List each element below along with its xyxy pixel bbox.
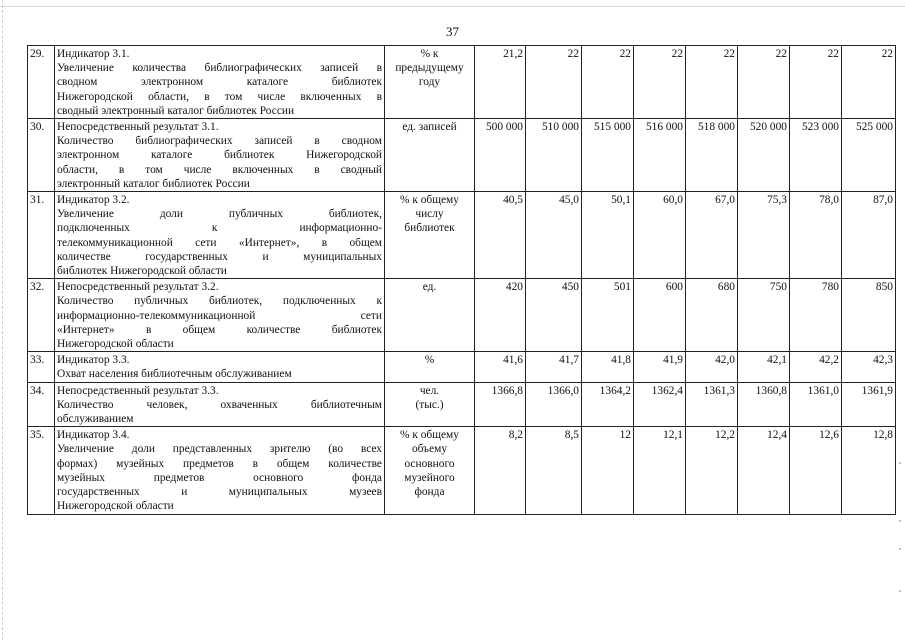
value-cell: 515 000 (582, 119, 634, 192)
row-number: 33. (28, 352, 55, 382)
indicator-text-line: Количество человек, охваченных библиотечным (57, 398, 382, 411)
value-cell: 22 (686, 46, 738, 119)
indicator-title: Индикатор 3.1. (57, 48, 130, 60)
unit-line: чел. (419, 384, 440, 397)
value-cell: 1360,8 (738, 382, 790, 427)
row-number: 29. (28, 46, 55, 119)
unit-line: % к общему (400, 429, 459, 442)
value-cell: 41,6 (475, 352, 526, 382)
scan-artifact-dot (899, 520, 901, 522)
indicator-text-line: области, в том числе включенных в сводный (57, 163, 382, 176)
value-cell: 850 (842, 279, 896, 352)
value-cell: 1362,4 (634, 382, 686, 427)
indicator-text-line: Увеличение доли публичных библиотек, (57, 208, 382, 221)
value-cell: 22 (842, 46, 896, 119)
scan-artifact-dot (899, 462, 901, 464)
unit-line: % (424, 354, 435, 367)
scan-artifact-dot (899, 548, 901, 550)
indicator-text-line: Нижегородской области, в том числе включенных в (57, 90, 382, 103)
unit-line: ед. записей (402, 121, 457, 134)
value-cell: 500 000 (475, 119, 526, 192)
value-cell: 22 (582, 46, 634, 119)
unit-of-measure (385, 119, 475, 192)
indicator-title: Непосредственный результат 3.3. (57, 384, 219, 397)
indicator-text-line: государственных и муниципальных музеев (57, 486, 382, 499)
indicator-description (55, 192, 385, 279)
value-cell: 450 (526, 279, 582, 352)
unit-of-measure (385, 279, 475, 352)
indicator-text-line: Увеличение доли представленных зрителю (во всех (57, 443, 382, 456)
value-cell: 1361,3 (686, 382, 738, 427)
value-cell: 8,2 (475, 427, 526, 514)
table-row (28, 279, 896, 352)
indicator-text-line: телекоммуникационной сети «Интернет», в общем (57, 236, 382, 249)
unit-line: числу (415, 208, 444, 221)
unit-line: (тыс.) (415, 398, 444, 411)
indicator-description (55, 427, 385, 514)
indicator-title: Индикатор 3.3. (57, 354, 130, 367)
indicator-text-line: Количество библиографических записей в сводном (57, 135, 382, 148)
indicator-description (55, 352, 385, 382)
value-cell: 518 000 (686, 119, 738, 192)
indicator-text-line: электронный каталог библиотек России (57, 177, 250, 190)
value-cell: 12,1 (634, 427, 686, 514)
value-cell: 67,0 (686, 192, 738, 279)
value-cell: 41,8 (582, 352, 634, 382)
indicators-table (27, 45, 896, 515)
value-cell: 42,0 (686, 352, 738, 382)
value-cell: 1361,9 (842, 382, 896, 427)
indicator-text-line: информационно-телекоммуникационной сети (57, 309, 382, 322)
unit-line: % к общему (400, 194, 459, 207)
value-cell: 516 000 (634, 119, 686, 192)
value-cell: 780 (790, 279, 842, 352)
unit-line: основного (404, 457, 455, 470)
value-cell: 680 (686, 279, 738, 352)
row-number: 30. (28, 119, 55, 192)
indicator-text-line: «Интернет» в общем количестве библиотек (57, 323, 382, 336)
value-cell: 750 (738, 279, 790, 352)
table-row (28, 119, 896, 192)
unit-line: году (418, 76, 441, 89)
indicator-text-line: сводном электронном каталоге библиотек (57, 76, 382, 89)
value-cell: 600 (634, 279, 686, 352)
unit-line: объему (411, 443, 448, 456)
indicator-text-line: Нижегородской области (57, 500, 174, 513)
scan-artifact-left (2, 0, 3, 640)
value-cell: 1364,2 (582, 382, 634, 427)
row-number: 35. (28, 427, 55, 514)
value-cell: 523 000 (790, 119, 842, 192)
value-cell: 87,0 (842, 192, 896, 279)
value-cell: 520 000 (738, 119, 790, 192)
indicator-description (55, 279, 385, 352)
indicator-text-line: количестве государственных и муниципальных (57, 250, 382, 263)
table-row (28, 46, 896, 119)
indicator-text-line: библиотек Нижегородской области (57, 265, 227, 278)
unit-of-measure (385, 382, 475, 427)
page-number: 37 (446, 24, 459, 39)
indicator-text-line: подключенных к информационно- (57, 222, 382, 235)
indicator-text-line: сводный электронный каталог библиотек России (57, 104, 295, 117)
value-cell: 510 000 (526, 119, 582, 192)
unit-line: библиотек (404, 222, 455, 235)
value-cell: 22 (526, 46, 582, 119)
value-cell: 78,0 (790, 192, 842, 279)
indicator-text-line: обслуживанием (57, 413, 134, 426)
value-cell: 12,6 (790, 427, 842, 514)
row-number: 34. (28, 382, 55, 427)
unit-line: предыдущему (395, 62, 464, 75)
value-cell: 50,1 (582, 192, 634, 279)
value-cell: 12 (582, 427, 634, 514)
value-cell: 42,3 (842, 352, 896, 382)
value-cell: 525 000 (842, 119, 896, 192)
indicator-text-line: музейных предметов основного фонда (57, 471, 382, 484)
value-cell: 60,0 (634, 192, 686, 279)
value-cell: 501 (582, 279, 634, 352)
indicator-text-line: Количество публичных библиотек, подключенных к (57, 295, 382, 308)
indicator-description (55, 46, 385, 119)
value-cell: 75,3 (738, 192, 790, 279)
value-cell: 21,2 (475, 46, 526, 119)
value-cell: 12,2 (686, 427, 738, 514)
value-cell: 42,2 (790, 352, 842, 382)
unit-line: музейного (404, 471, 455, 484)
indicator-text-line: Охват населения библиотечным обслуживанием (57, 368, 292, 381)
scan-artifact-top (0, 6, 905, 7)
table-row (28, 427, 896, 514)
unit-line: фонда (414, 486, 445, 499)
indicator-title: Непосредственный результат 3.2. (57, 281, 219, 294)
value-cell: 1366,0 (526, 382, 582, 427)
table-row (28, 192, 896, 279)
indicator-description (55, 382, 385, 427)
unit-of-measure (385, 352, 475, 382)
value-cell: 1366,8 (475, 382, 526, 427)
value-cell: 22 (634, 46, 686, 119)
unit-line: ед. (422, 281, 437, 294)
value-cell: 41,7 (526, 352, 582, 382)
row-number: 32. (28, 279, 55, 352)
value-cell: 22 (738, 46, 790, 119)
value-cell: 41,9 (634, 352, 686, 382)
indicator-text-line: формах) музейных предметов в общем количестве (57, 457, 382, 470)
indicator-title: Непосредственный результат 3.1. (57, 121, 219, 134)
table-body (28, 46, 896, 515)
indicator-text-line: Нижегородской области (57, 338, 174, 351)
value-cell: 45,0 (526, 192, 582, 279)
value-cell: 12,4 (738, 427, 790, 514)
unit-of-measure (385, 427, 475, 514)
value-cell: 40,5 (475, 192, 526, 279)
unit-of-measure (385, 192, 475, 279)
value-cell: 22 (790, 46, 842, 119)
value-cell: 8,5 (526, 427, 582, 514)
indicator-text-line: электронном каталоге библиотек Нижегородской (57, 149, 382, 162)
value-cell: 1361,0 (790, 382, 842, 427)
value-cell: 12,8 (842, 427, 896, 514)
unit-line: % к (420, 48, 439, 60)
indicator-description (55, 119, 385, 192)
value-cell: 42,1 (738, 352, 790, 382)
scan-artifact-dot (899, 590, 901, 592)
table-row (28, 382, 896, 427)
value-cell: 420 (475, 279, 526, 352)
table-row (28, 352, 896, 382)
indicator-title: Индикатор 3.4. (57, 429, 130, 442)
indicator-text-line: Увеличение количества библиографических записей в (57, 62, 382, 75)
row-number: 31. (28, 192, 55, 279)
indicator-title: Индикатор 3.2. (57, 194, 130, 207)
unit-of-measure (385, 46, 475, 119)
